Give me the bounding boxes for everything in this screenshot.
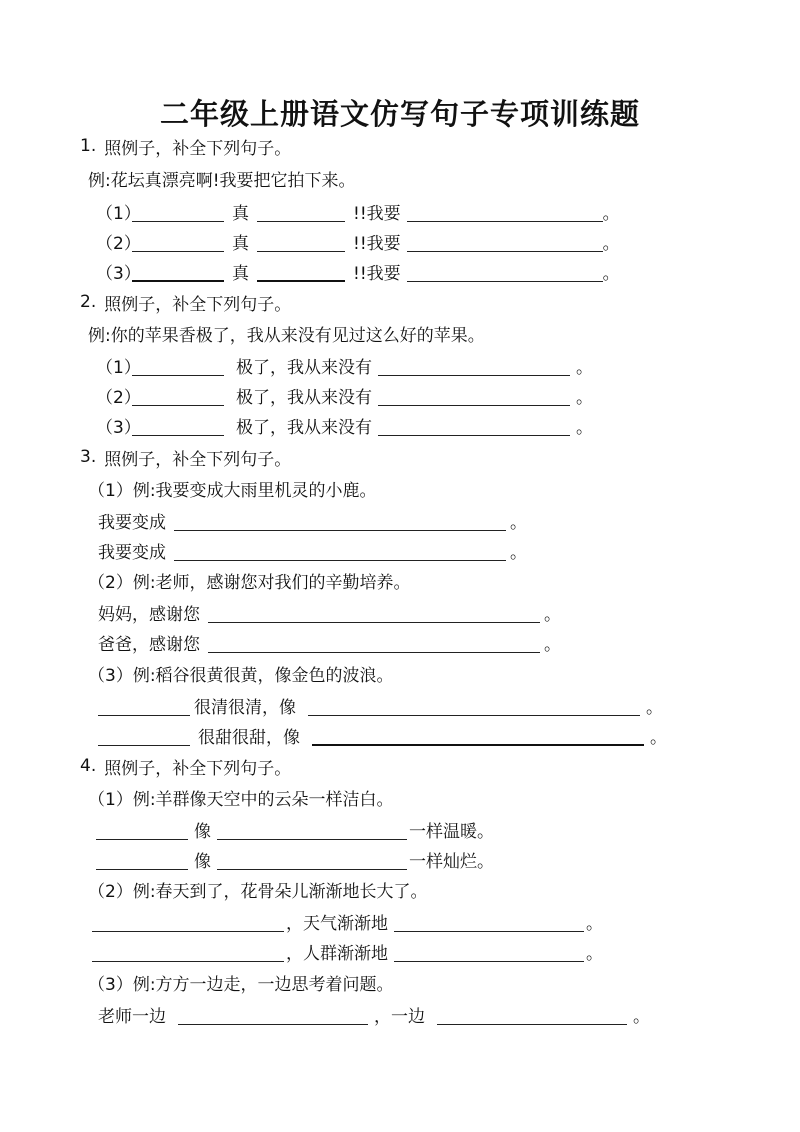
item-text: 极了，我从来没有 [236, 387, 372, 408]
question-3-3-line-1 [98, 690, 663, 720]
answer-blank[interactable] [132, 355, 224, 376]
line-prefix: 爸爸，感谢您 [98, 634, 200, 655]
item-label: （2） [96, 387, 141, 408]
line-end: 。 [633, 1006, 650, 1027]
item-text: 真 [232, 233, 249, 254]
answer-blank[interactable] [257, 231, 345, 252]
answer-blank[interactable] [132, 201, 224, 222]
line-prefix: 我要变成 [98, 512, 166, 533]
answer-blank[interactable] [174, 540, 506, 561]
answer-blank[interactable] [132, 260, 224, 282]
answer-blank[interactable] [407, 201, 603, 222]
answer-blank[interactable] [98, 725, 190, 746]
question-3-1-line-2 [98, 535, 527, 565]
answer-blank[interactable] [174, 510, 506, 531]
question-2-heading [80, 287, 291, 317]
question-4-1-line-2 [96, 844, 494, 874]
question-3-3-example: （3）例:稻谷很黄很黄，像金色的波浪。 [88, 665, 394, 686]
question-1-heading [80, 131, 291, 161]
answer-blank[interactable] [96, 819, 188, 840]
answer-blank[interactable] [217, 849, 407, 870]
answer-blank[interactable] [394, 911, 584, 932]
item-end: 。 [576, 357, 593, 378]
answer-blank[interactable] [132, 231, 224, 252]
answer-blank[interactable] [394, 941, 584, 962]
item-end: 。 [602, 263, 620, 284]
answer-blank[interactable] [92, 941, 284, 962]
answer-blank[interactable] [208, 632, 540, 653]
question-instruction: 照例子，补全下列句子。 [104, 138, 292, 159]
answer-blank[interactable] [378, 385, 570, 406]
question-number: 3. [80, 447, 97, 467]
answer-blank[interactable] [96, 849, 188, 870]
question-4-1-line-1 [96, 814, 494, 844]
answer-blank[interactable] [407, 261, 603, 282]
answer-blank[interactable] [437, 1004, 627, 1025]
item-label: （1） [96, 203, 141, 224]
question-2-item-3 [96, 410, 593, 440]
line-middle: ，天气渐渐地 [286, 913, 388, 934]
question-number: 1. [80, 136, 97, 156]
item-label: （2） [96, 233, 141, 254]
question-4-2-line-1 [92, 906, 603, 936]
question-2-item-2 [96, 380, 593, 410]
question-number: 4. [80, 756, 97, 776]
question-number: 2. [80, 292, 97, 312]
item-text: !!我要 [353, 233, 401, 254]
answer-blank[interactable] [217, 819, 407, 840]
line-prefix: 老师一边 [98, 1006, 166, 1027]
question-instruction: 照例子，补全下列句子。 [104, 294, 292, 315]
line-prefix: 妈妈，感谢您 [98, 604, 200, 625]
question-4-3-line-1 [98, 999, 650, 1029]
item-text: 极了，我从来没有 [236, 417, 372, 438]
line-middle: ，人群渐渐地 [286, 943, 388, 964]
question-3-3-line-2 [98, 720, 667, 750]
question-3-2-line-1 [98, 597, 561, 627]
item-label: （1） [96, 357, 141, 378]
item-text: !!我要 [353, 263, 401, 284]
line-end: 。 [646, 697, 663, 718]
answer-blank[interactable] [378, 415, 570, 436]
line-end: 。 [544, 604, 561, 625]
answer-blank[interactable] [132, 415, 224, 436]
page-title: 二年级上册语文仿写句子专项训练题 [159, 97, 640, 131]
answer-blank[interactable] [312, 724, 644, 746]
item-label: （3） [96, 263, 141, 284]
question-1-item-1 [96, 196, 620, 226]
line-end: 。 [510, 512, 527, 533]
answer-blank[interactable] [407, 231, 603, 252]
item-text: 真 [232, 203, 249, 224]
answer-blank[interactable] [98, 695, 190, 716]
question-4-3-example: （3）例:方方一边走，一边思考着问题。 [88, 974, 394, 995]
line-end: 。 [544, 634, 561, 655]
question-3-1-line-1 [98, 505, 527, 535]
question-2-item-1 [96, 350, 593, 380]
question-3-heading [80, 442, 291, 472]
line-end: 。 [650, 727, 667, 748]
answer-blank[interactable] [257, 201, 345, 222]
line-prefix: 我要变成 [98, 542, 166, 563]
question-1-item-2 [96, 226, 620, 256]
line-end: 。 [586, 913, 603, 934]
item-end: 。 [602, 233, 620, 254]
line-end: 。 [586, 943, 603, 964]
question-4-2-line-2 [92, 936, 603, 966]
line-middle: 像 [194, 821, 211, 842]
answer-blank[interactable] [257, 260, 345, 282]
item-text: !!我要 [353, 203, 401, 224]
item-text: 极了，我从来没有 [236, 357, 372, 378]
answer-blank[interactable] [378, 355, 570, 376]
answer-blank[interactable] [308, 695, 640, 716]
question-3-1-example: （1）例:我要变成大雨里机灵的小鹿。 [88, 480, 377, 501]
answer-blank[interactable] [92, 911, 284, 932]
question-4-2-example: （2）例:春天到了，花骨朵儿渐渐地长大了。 [88, 881, 428, 902]
answer-blank[interactable] [178, 1004, 368, 1025]
question-instruction: 照例子，补全下列句子。 [104, 758, 292, 779]
line-middle: 很甜很甜，像 [198, 727, 300, 748]
item-label: （3） [96, 417, 141, 438]
line-end: 一样温暖。 [409, 821, 494, 842]
line-end: 。 [510, 542, 527, 563]
line-middle: ，一边 [374, 1006, 425, 1027]
question-3-2-example: （2）例:老师，感谢您对我们的辛勤培养。 [88, 572, 411, 593]
line-end: 一样灿烂。 [409, 851, 494, 872]
question-instruction: 照例子，补全下列句子。 [104, 449, 292, 470]
item-end: 。 [576, 417, 593, 438]
answer-blank[interactable] [132, 385, 224, 406]
item-text: 真 [232, 263, 249, 284]
question-1-item-3 [96, 256, 620, 286]
question-3-2-line-2 [98, 627, 561, 657]
line-middle: 像 [194, 851, 211, 872]
item-end: 。 [576, 387, 593, 408]
item-end: 。 [602, 203, 620, 224]
question-1-example: 例:花坛真漂亮啊!我要把它拍下来。 [88, 170, 356, 191]
line-middle: 很清很清，像 [194, 697, 296, 718]
answer-blank[interactable] [208, 602, 540, 623]
question-4-heading [80, 751, 291, 781]
question-4-1-example: （1）例:羊群像天空中的云朵一样洁白。 [88, 789, 394, 810]
question-2-example: 例:你的苹果香极了，我从来没有见过这么好的苹果。 [88, 325, 485, 346]
